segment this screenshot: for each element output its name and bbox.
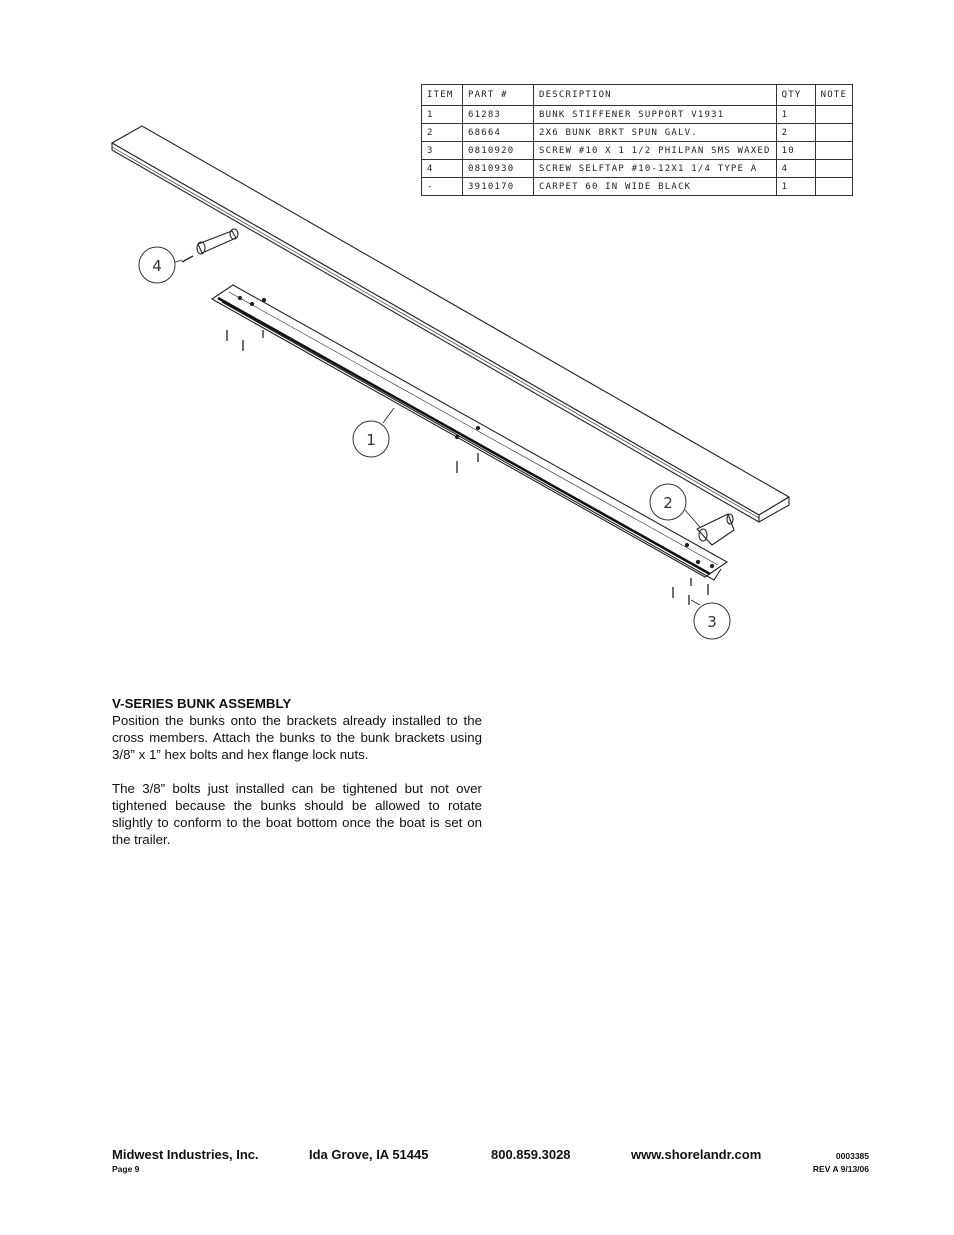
- footer-phone: 800.859.3028: [491, 1147, 571, 1162]
- cell-part: 68664: [463, 124, 534, 142]
- cell-description: 2X6 BUNK BRKT SPUN GALV.: [534, 124, 777, 142]
- header-part: PART #: [463, 85, 534, 106]
- table-row: [422, 142, 853, 160]
- footer-website[interactable]: www.shorelandr.com: [631, 1147, 762, 1162]
- header-qty: QTY: [776, 85, 815, 106]
- parts-table-header: [422, 85, 853, 106]
- table-row: [422, 160, 853, 178]
- cell-note: [815, 124, 852, 142]
- callout-3: [694, 603, 730, 639]
- header-description: DESCRIPTION: [534, 85, 777, 106]
- cell-note: [815, 142, 852, 160]
- bunk-bracket-upper: [197, 229, 238, 254]
- cell-description: CARPET 60 IN WIDE BLACK: [534, 178, 777, 196]
- cell-qty: 10: [776, 142, 815, 160]
- section-title: V-SERIES BUNK ASSEMBLY: [112, 696, 292, 711]
- table-row: [422, 106, 853, 124]
- footer-company: Midwest Industries, Inc.: [112, 1147, 259, 1162]
- cell-part: 61283: [463, 106, 534, 124]
- footer-doc-number: 0003385: [835, 1151, 869, 1161]
- cell-description: BUNK STIFFENER SUPPORT V1931: [534, 106, 777, 124]
- instruction-section: [112, 695, 482, 865]
- cell-part: 0810920: [463, 142, 534, 160]
- footer-location: Ida Grove, IA 51445: [309, 1147, 429, 1162]
- cell-item: 2: [422, 124, 463, 142]
- cell-qty: 1: [776, 106, 815, 124]
- svg-text:2: 2: [663, 494, 673, 512]
- svg-text:1: 1: [366, 431, 376, 449]
- cell-note: [815, 178, 852, 196]
- cell-qty: 1: [776, 178, 815, 196]
- bunk-bracket-lower: [697, 514, 734, 545]
- cell-qty: 2: [776, 124, 815, 142]
- header-item: ITEM: [422, 85, 463, 106]
- cell-item: -: [422, 178, 463, 196]
- parts-table: [421, 84, 853, 196]
- callout-1: [353, 421, 389, 457]
- cell-description: SCREW SELFTAP #10-12X1 1/4 TYPE A: [534, 160, 777, 178]
- header-note: NOTE: [815, 85, 852, 106]
- cell-item: 4: [422, 160, 463, 178]
- cell-note: [815, 106, 852, 124]
- svg-text:3: 3: [707, 613, 717, 631]
- cell-note: [815, 160, 852, 178]
- callout-4: [139, 247, 175, 283]
- table-row: [422, 178, 853, 196]
- cell-description: SCREW #10 X 1 1/2 PHILPAN SMS WAXED: [534, 142, 777, 160]
- callout-2: [650, 484, 686, 520]
- cell-item: 1: [422, 106, 463, 124]
- footer-revision: REV A 9/13/06: [812, 1164, 869, 1174]
- cell-part: 0810930: [463, 160, 534, 178]
- svg-text:4: 4: [152, 257, 162, 275]
- table-row: [422, 124, 853, 142]
- section-paragraph-1: Position the bunks onto the brackets already installed to the cross members. Attach the bunks to the bunk brackets using 3/8” x 1” hex bolts and hex flange lock nuts.: [112, 713, 482, 762]
- footer-page-number: Page 9: [112, 1164, 140, 1174]
- cell-qty: 4: [776, 160, 815, 178]
- cell-part: 3910170: [463, 178, 534, 196]
- section-paragraph-2: The 3/8” bolts just installed can be tightened but not over tightened because the bunks should be allowed to rotate slightly to conform to the boat bottom once the boat is set on the trailer.: [112, 781, 482, 847]
- cell-item: 3: [422, 142, 463, 160]
